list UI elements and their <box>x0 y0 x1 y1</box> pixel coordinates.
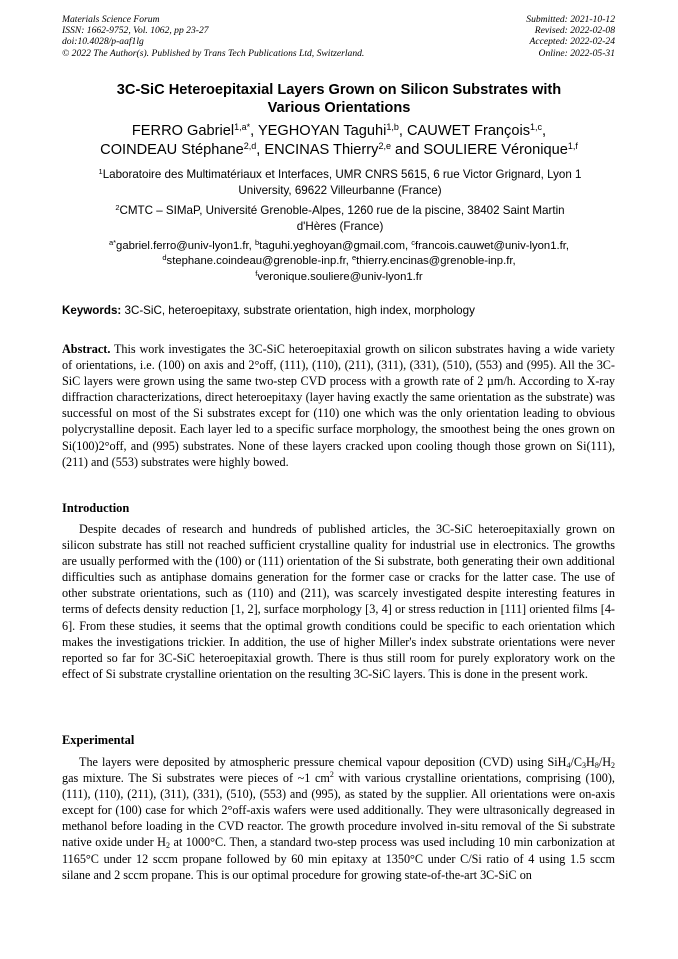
journal-name: Materials Science Forum <box>62 14 160 25</box>
affiliation-text: Laboratoire des Multimatériaux et Interfaces, UMR CNRS 5615, 6 rue Victor Grignard, Lyon 1 <box>102 168 582 181</box>
author-superscript: 1,c <box>530 122 543 132</box>
exp-subscript: 2 <box>165 841 170 851</box>
author-superscript: 1,b <box>386 122 399 132</box>
author-separator: , <box>542 123 547 139</box>
email-link[interactable]: gabriel.ferro@univ-lyon1.fr, <box>116 240 255 252</box>
author-line-2 <box>62 141 616 160</box>
email-superscript: f <box>255 268 258 278</box>
author-superscript: 1,a* <box>234 122 251 132</box>
exp-text: with various crystalline orientations, comprising (100), (111), (110), (211), (311), (331), (510), (553) and (995), as stated by the supplier. All orientations were on-axis except for (100) case for which 2°off-axis wafers were used additionally. They were ultrasonically degreased in methanol before loading in the CVD reactor. The growth procedure involved in-situ removal of the Si substrate native oxide under H <box>62 771 615 850</box>
exp-subscript: 3 <box>582 761 586 770</box>
doi-line: doi:10.4028/p-aaf1lg <box>62 36 144 48</box>
exp-text: at 1000°C. Then, a standard two-step process was used including 10 min carbonization at 1165°C under 12 sccm propane followed by 60 min epitaxy at 1350°C under C/Si ratio of 4 using 1.5 sccm silane and 2 sccm propane. This is our optimal procedure for growing state-of-the-art 3C-SiC on <box>62 835 616 882</box>
author-superscript: 2,e <box>378 141 391 151</box>
author-line-1 <box>62 122 616 141</box>
exp-text: gas mixture. The Si substrates were pieces of ~1 cm <box>62 771 330 786</box>
keywords-text: 3C-SiC, heteroepitaxy, substrate orientation, high index, morphology <box>121 304 475 317</box>
author-separator: , <box>398 123 408 139</box>
exp-text: /C <box>570 755 582 769</box>
exp-subscript: 2 <box>611 761 615 770</box>
keywords-label: Keywords: <box>62 304 122 317</box>
affiliation-1 <box>80 167 600 198</box>
journal-header-right <box>526 14 615 59</box>
author-name: YEGHOYAN Taguhi <box>257 123 387 139</box>
title-line-1: 3C-SiC Heteroepitaxial Layers Grown on Silicon Substrates with <box>116 82 562 98</box>
author-name: FERRO Gabriel <box>131 123 235 139</box>
exp-subscript: 4 <box>566 761 571 770</box>
email-link[interactable]: thierry.encinas@grenoble-inp.fr, <box>356 255 516 268</box>
accepted-date: Accepted: 2022-02-24 <box>529 36 615 48</box>
author-superscript: 1,f <box>567 141 578 151</box>
affiliation-2 <box>80 203 600 234</box>
author-list <box>62 122 616 160</box>
journal-header-left <box>62 14 364 59</box>
paper-title <box>62 81 616 117</box>
abstract-label: Abstract. <box>62 342 111 356</box>
email-superscript: d <box>162 253 167 263</box>
affiliation-line <box>80 203 600 219</box>
exp-subscript: 8 <box>594 761 599 770</box>
revised-date: Revised: 2022-02-08 <box>534 25 615 37</box>
email-line-3 <box>62 270 616 285</box>
submitted-date: Submitted: 2021-10-12 <box>526 14 615 25</box>
email-line-1 <box>62 239 616 254</box>
email-link[interactable]: veronique.souliere@univ-lyon1.fr <box>257 270 423 283</box>
issn-line: ISSN: 1662-9752, Vol. 1062, pp 23-27 <box>62 25 209 37</box>
abstract-text: This work investigates the 3C-SiC heteroepitaxial growth on silicon substrates having a wide variety of orientations, i.e. (100) on axis and 2°off, (111), (110), (211), (311), (331), (510), (553) and (995). All the 3C-SiC layers were grown using the same two-step CVD process with a growth rate of 2 µm/h. According to X-ray diffraction characterizations, direct heteroepitaxy (layer having exactly the same orientation as the substrate) was successful on most of the Si substrates except for (110) one which was the only orientation leading to obvious polycrystalline deposit. Each layer led to a specific surface morphology, the smoothest being the ones grown on Si(100)2°off, and (995) substrates. None of these layers cracked upon cooling though those grown on Si(111), (211) and (553) substrates were highly bowed. <box>62 342 615 469</box>
exp-text: /H <box>598 755 611 769</box>
copyright-line: © 2022 The Author(s). Published by Trans Tech Publications Ltd, Switzerland. <box>62 47 365 59</box>
title-line-2: Various Orientations <box>267 100 411 116</box>
experimental-heading: Experimental <box>62 733 135 747</box>
keywords <box>62 303 616 318</box>
email-superscript: c <box>411 238 416 247</box>
abstract <box>62 341 615 470</box>
affiliation-superscript: 2 <box>115 203 120 212</box>
affiliation-line <box>80 167 600 183</box>
email-superscript: e <box>352 253 357 263</box>
author-separator: and <box>390 142 424 158</box>
email-superscript: a* <box>108 238 117 247</box>
introduction-paragraph: Despite decades of research and hundreds of published articles, the 3C-SiC heteroepitaxially grown on silicon substrate has still not reached sufficient crystalline quality for industrial use in electronics. The growths are usually performed with the (100) or (111) orientation of the Si substrate, both generating their own additional difficulties such as antiphase domains generation for the former case or cracks for the latter case. The use of other substrate orientations, such as (110) and (211), was scarcely investigated despite interesting features in terms of defects density reduction [1, 2], surface morphology [3, 4] or stress reduction in [111] oriented films [4-6]. From these studies, it seems that the optimal growth conditions could be specific to each orientation which makes the investigations trickier. In addition, the use of higher Miller's index substrate orientations were never reported so far for 3C-SiC heteroepitaxial growth. There is thus still room for purely exploratory work on the effect of Si substrate crystalline orientation on the resulting 3C-SiC layers. This is done in the present work. <box>62 522 615 681</box>
introduction-heading: Introduction <box>62 501 130 515</box>
author-name: SOULIERE Véronique <box>423 142 568 158</box>
online-date: Online: 2022-05-31 <box>538 47 615 59</box>
email-link[interactable]: taguhi.yeghoyan@gmail.com, <box>259 240 412 252</box>
exp-text: H <box>586 755 595 769</box>
email-superscript: b <box>254 238 260 247</box>
affiliation-text: CMTC – SIMaP, Université Grenoble-Alpes, 1260 rue de la piscine, 38402 Saint Martin <box>119 204 565 217</box>
experimental-paragraph <box>62 754 615 883</box>
affiliation-superscript: 1 <box>98 167 103 176</box>
author-superscript: 2,d <box>243 141 257 151</box>
author-separator: , <box>256 142 265 158</box>
email-line-2 <box>62 254 616 269</box>
author-name: ENCINAS Thierry <box>264 142 379 158</box>
author-separator: , <box>250 123 258 139</box>
author-name: COINDEAU Stéphane <box>100 142 244 158</box>
affiliation-text: d'Hères (France) <box>296 219 384 233</box>
email-link[interactable]: stephane.coindeau@grenoble-inp.fr, <box>166 255 352 268</box>
author-name: CAUWET François <box>407 123 531 139</box>
exp-text: The layers were deposited by atmospheric pressure chemical vapour deposition (CVD) using SiH <box>79 755 567 769</box>
affiliation-text: University, 69622 Villeurbanne (France) <box>238 183 442 197</box>
exp-superscript: 2 <box>329 770 334 780</box>
email-link[interactable]: francois.cauwet@univ-lyon1.fr, <box>415 240 570 252</box>
email-list <box>62 239 616 285</box>
